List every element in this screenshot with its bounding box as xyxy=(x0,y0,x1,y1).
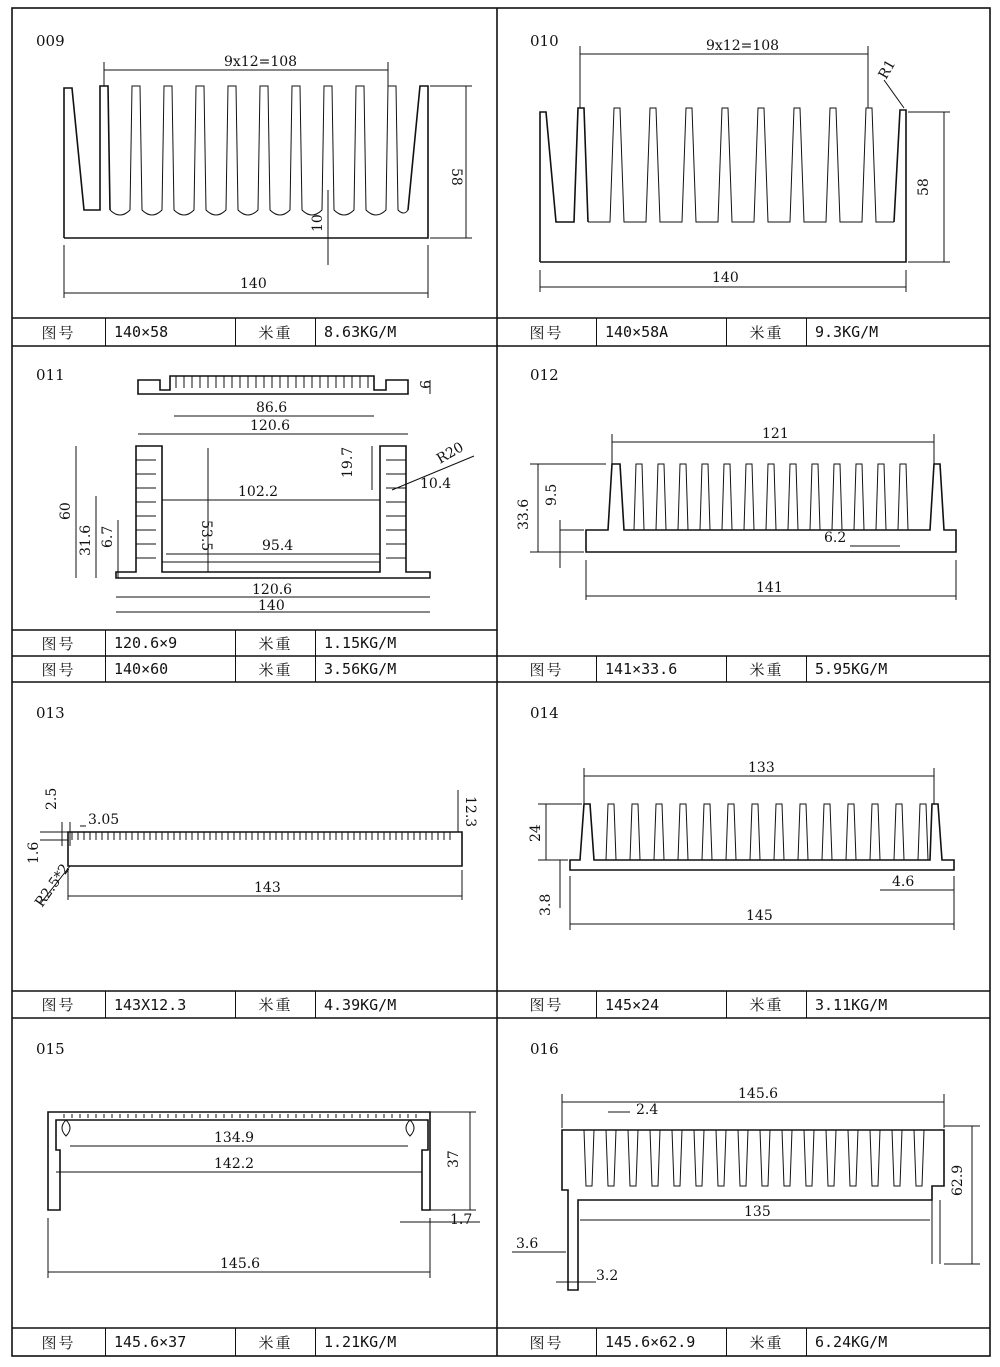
spec-row-012 xyxy=(497,656,990,682)
dim-009-pitch: 9x12=108 xyxy=(224,54,298,70)
weight-label: 米重 xyxy=(727,318,807,346)
drawing-label: 图号 xyxy=(12,318,106,346)
dim-016-36: 3.6 xyxy=(516,1236,539,1252)
drawing-value: 140×60 xyxy=(106,656,236,682)
cell-number-010: 010 xyxy=(530,32,559,50)
dim-011-535: 53.5 xyxy=(198,520,214,552)
dim-014-top: 133 xyxy=(748,760,775,776)
spec-row-011b xyxy=(12,656,497,682)
weight-label: 米重 xyxy=(236,318,316,346)
drawing-label: 图号 xyxy=(12,630,106,656)
dim-015-1422: 142.2 xyxy=(214,1156,255,1172)
dim-013-width: 143 xyxy=(254,880,281,896)
dim-016-top: 145.6 xyxy=(738,1086,779,1102)
cell-number-009: 009 xyxy=(36,32,65,50)
dim-014-gap: 4.6 xyxy=(892,874,915,890)
weight-value: 3.56KG/M xyxy=(324,660,397,678)
dim-011-316: 31.6 xyxy=(78,524,94,556)
weight-label: 米重 xyxy=(727,991,807,1018)
drawing-value: 145.6×62.9 xyxy=(597,1328,727,1356)
dim-013-16: 1.6 xyxy=(26,841,42,864)
weight-value: 9.3KG/M xyxy=(815,323,879,341)
drawing-label: 图号 xyxy=(497,1328,597,1356)
dim-011-67: 6.7 xyxy=(100,525,116,548)
drawing-label: 图号 xyxy=(12,1328,106,1356)
weight-value: 6.24KG/M xyxy=(815,1333,888,1351)
spec-row-015 xyxy=(12,1328,497,1356)
weight-value: 3.11KG/M xyxy=(815,995,888,1014)
drawing-value: 120.6×9 xyxy=(106,630,236,656)
dim-011-140: 140 xyxy=(258,598,285,614)
profile-013 xyxy=(40,787,462,904)
cell-number-014: 014 xyxy=(530,704,559,722)
dim-011-9: 9 xyxy=(416,380,432,389)
cell-number-013: 013 xyxy=(36,704,65,722)
spec-row-011a xyxy=(12,630,497,656)
cell-number-011: 011 xyxy=(36,366,65,384)
dim-011-954: 95.4 xyxy=(262,538,294,554)
dim-013-radius: R2.5*2 xyxy=(32,861,74,911)
cell-number-016: 016 xyxy=(530,1040,559,1058)
dim-010-radius: R1 xyxy=(875,57,900,82)
dim-010-height: 58 xyxy=(916,178,932,196)
profile-015 xyxy=(48,1112,480,1278)
dim-011-104: 10.4 xyxy=(420,476,452,492)
cell-number-015: 015 xyxy=(36,1040,65,1058)
drawing-value: 140×58A xyxy=(597,318,727,346)
drawing-value: 140×58 xyxy=(106,318,236,346)
weight-label: 米重 xyxy=(236,630,316,656)
dim-011-197: 19.7 xyxy=(340,446,356,478)
drawing-value: 145×24 xyxy=(597,991,727,1018)
dim-009-width: 140 xyxy=(240,276,267,292)
drawing-label: 图号 xyxy=(497,991,597,1018)
dim-016-height: 62.9 xyxy=(950,1164,966,1196)
spec-row-016 xyxy=(497,1328,990,1356)
dim-012-top: 121 xyxy=(762,426,789,442)
dim-010-width: 140 xyxy=(712,270,739,286)
weight-value: 1.15KG/M xyxy=(324,634,397,652)
weight-value: 8.63KG/M xyxy=(324,323,397,341)
dim-016-32: 3.2 xyxy=(596,1268,619,1284)
drawing-value: 141×33.6 xyxy=(597,656,727,682)
dim-015-height: 37 xyxy=(446,1150,462,1168)
profile-016 xyxy=(512,1094,980,1290)
dim-016-inner: 135 xyxy=(744,1204,771,1220)
spec-row-013 xyxy=(12,991,497,1018)
profile-009 xyxy=(64,62,472,298)
profile-010 xyxy=(540,46,950,292)
dim-012-width: 141 xyxy=(756,580,783,596)
drawing-value: 145.6×37 xyxy=(106,1328,236,1356)
cell-number-012: 012 xyxy=(530,366,559,384)
weight-label: 米重 xyxy=(236,991,316,1018)
dim-011-60: 60 xyxy=(58,502,74,520)
spec-row-009 xyxy=(12,318,497,346)
dim-014-height: 24 xyxy=(528,824,544,842)
dim-015-1349: 134.9 xyxy=(214,1130,255,1146)
drawing-label: 图号 xyxy=(12,991,106,1018)
dim-010-pitch: 9x12=108 xyxy=(706,38,780,54)
dim-009-height: 58 xyxy=(448,168,464,186)
dim-013-123: 12.3 xyxy=(462,796,478,828)
dim-012-gap: 6.2 xyxy=(824,530,847,546)
dim-016-24: 2.4 xyxy=(636,1102,659,1118)
dim-015-17: 1.7 xyxy=(450,1212,473,1228)
spec-row-010 xyxy=(497,318,990,346)
weight-label: 米重 xyxy=(236,656,316,682)
dim-011-r20: R20 xyxy=(434,439,467,468)
spec-row-014 xyxy=(497,991,990,1018)
dim-011-1206a: 120.6 xyxy=(250,418,291,434)
weight-value: 4.39KG/M xyxy=(324,995,397,1014)
dim-011-1022: 102.2 xyxy=(238,484,279,500)
dim-012-base: 9.5 xyxy=(544,483,560,506)
dim-012-height: 33.6 xyxy=(516,498,532,530)
dim-014-base: 3.8 xyxy=(538,893,554,916)
weight-label: 米重 xyxy=(727,656,807,682)
drawing-label: 图号 xyxy=(497,318,597,346)
profile-012 xyxy=(530,434,956,600)
drawing-label: 图号 xyxy=(12,656,106,682)
dim-011-1206b: 120.6 xyxy=(252,582,293,598)
dim-011-866: 86.6 xyxy=(256,400,288,416)
drawing-label: 图号 xyxy=(497,656,597,682)
weight-value: 5.95KG/M xyxy=(815,660,888,678)
profile-014 xyxy=(538,768,954,930)
grid-lines xyxy=(12,8,990,1356)
weight-label: 米重 xyxy=(727,1328,807,1356)
dim-015-width: 145.6 xyxy=(220,1256,261,1272)
dim-009-base: 10 xyxy=(310,214,326,232)
dim-013-25: 2.5 xyxy=(44,787,60,810)
drawing-value: 143X12.3 xyxy=(106,991,236,1018)
weight-label: 米重 xyxy=(236,1328,316,1356)
weight-value: 1.21KG/M xyxy=(324,1333,397,1351)
dim-013-305: 3.05 xyxy=(88,812,120,828)
dim-014-width: 145 xyxy=(746,908,773,924)
